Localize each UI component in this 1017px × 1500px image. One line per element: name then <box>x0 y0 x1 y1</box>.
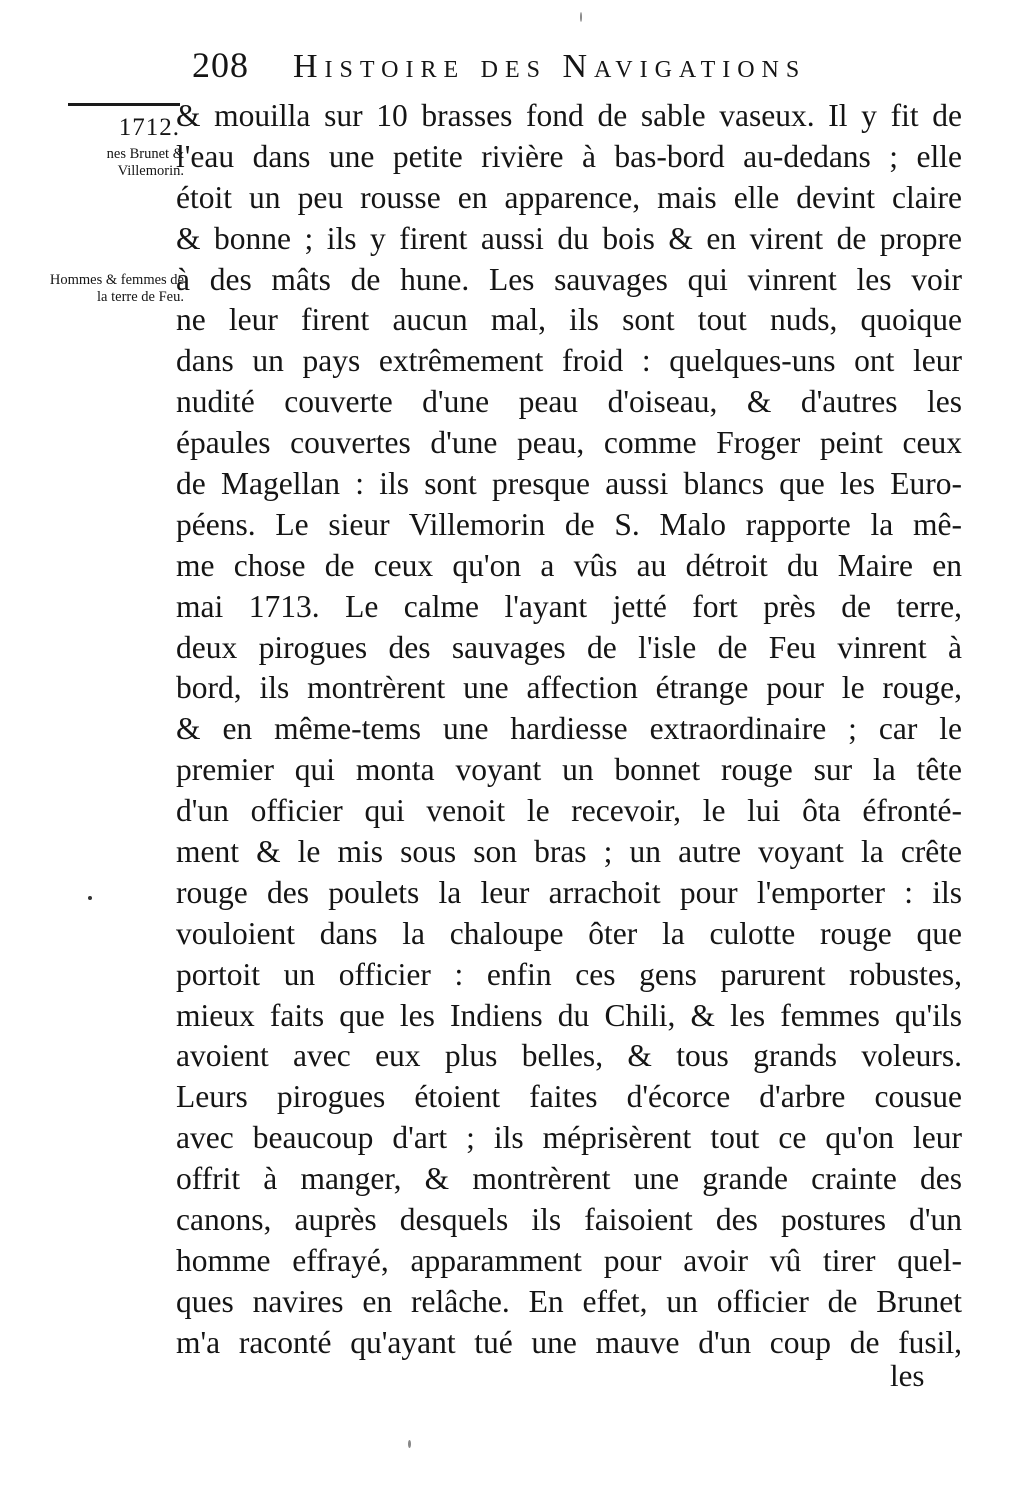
text-line: d'un officier qui venoit le recevoir, le lui ôta éfronté- <box>176 793 962 829</box>
text-line: bord, ils montrèrent une affection étrange pour le rouge, <box>176 670 962 706</box>
text-line: rouge des poulets la leur arrachoit pour l'emporter : ils <box>176 874 962 910</box>
ink-speck <box>580 12 582 22</box>
text-line: & en même-tems une hardiesse extraordinaire ; car le <box>176 711 962 747</box>
text-line: deux pirogues des sauvages de l'isle de Feu vinrent à <box>176 629 962 665</box>
text-line: avoient avec eux plus belles, & tous grands voleurs. <box>176 1038 962 1074</box>
running-title: Histoire des Navigations <box>293 48 807 85</box>
text-line: ne leur firent aucun mal, ils sont tout nuds, quoique <box>176 302 962 338</box>
text-line: étoit un peu rousse en apparence, mais elle devint claire <box>176 179 962 215</box>
text-line: de Magellan : ils sont presque aussi blancs que les Euro- <box>176 466 962 502</box>
ink-speck <box>88 896 92 900</box>
text-line: avec beaucoup d'art ; ils méprisèrent tout ce qu'on leur <box>176 1120 962 1156</box>
page-header <box>192 44 972 94</box>
page-number: 208 <box>192 45 249 85</box>
text-line: Leurs pirogues étoient faites d'écorce d'arbre cousue <box>176 1079 962 1115</box>
text-line: & bonne ; ils y firent aussi du bois & en virent de propre <box>176 220 962 256</box>
text-line: péens. Le sieur Villemorin de S. Malo rapporte la mê- <box>176 506 962 542</box>
body-text <box>176 96 962 1364</box>
text-line: m'a raconté qu'ayant tué une mauve d'un coup de fusil, <box>176 1324 962 1360</box>
catchword: les <box>890 1358 925 1393</box>
text-line: vouloient dans la chaloupe ôter la culotte rouge que <box>176 915 962 951</box>
text-line: ment & le mis sous son bras ; un autre voyant la crête <box>176 834 962 870</box>
text-line: l'eau dans une petite rivière à bas-bord au-dedans ; elle <box>176 138 962 174</box>
text-line: me chose de ceux qu'on a vûs au détroit du Maire en <box>176 547 962 583</box>
text-line: offrit à manger, & montrèrent une grande crainte des <box>176 1161 962 1197</box>
text-line: dans un pays extrêmement froid : quelques-uns ont leur <box>176 343 962 379</box>
text-line: nudité couverte d'une peau d'oiseau, & d'autres les <box>176 384 962 420</box>
text-line: & mouilla sur 10 brasses fond de sable vaseux. Il y fit de <box>176 98 962 133</box>
text-line: épaules couvertes d'une peau, comme Froger peint ceux <box>176 425 962 461</box>
text-line: mai 1713. Le calme l'ayant jetté fort près de terre, <box>176 588 962 624</box>
margin-year: 1712. <box>118 114 180 141</box>
margin-note-inhabitants: Hommes & femmes de la terre de Feu. <box>49 272 184 305</box>
text-line: homme effrayé, apparamment pour avoir vû tirer quel- <box>176 1242 962 1278</box>
text-line: canons, auprès desquels ils faisoient des postures d'un <box>176 1202 962 1238</box>
text-line: ques navires en relâche. En effet, un officier de Brunet <box>176 1283 962 1319</box>
text-line: à des mâts de hune. Les sauvages qui vinrent les voir <box>176 261 962 297</box>
text-line: mieux faits que les Indiens du Chili, & les femmes qu'ils <box>176 997 962 1033</box>
margin-rule <box>68 103 180 106</box>
margin-note-ships: nes Brunet & Villemorin. <box>106 146 184 179</box>
text-line: premier qui monta voyant un bonnet rouge sur la tête <box>176 752 962 788</box>
ink-speck <box>408 1440 411 1448</box>
text-line: portoit un officier : enfin ces gens parurent robustes, <box>176 956 962 992</box>
